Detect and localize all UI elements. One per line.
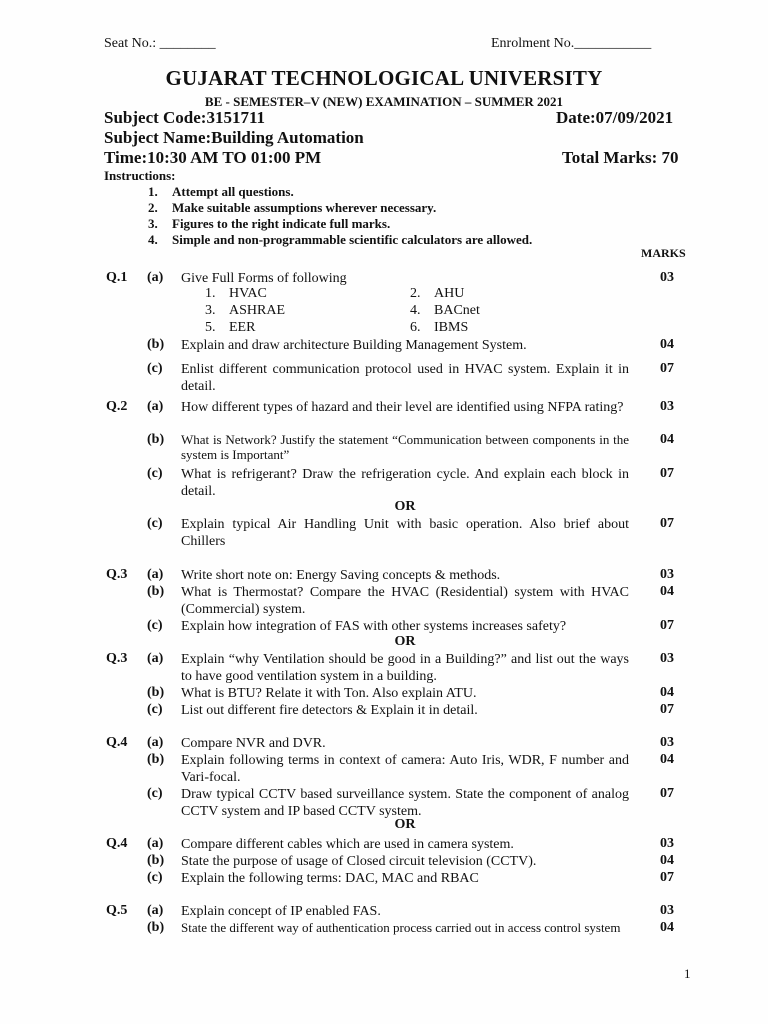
question-marks: 03 [660, 270, 674, 285]
page-number: 1 [684, 966, 691, 981]
or-separator: OR [394, 817, 416, 832]
question-text: Write short note on: Energy Saving concepts & methods. [181, 568, 501, 583]
question-marks: 04 [660, 337, 674, 352]
sub-label: (b) [147, 853, 165, 868]
question-number: Q.5 [106, 903, 128, 918]
question-text: Enlist different communication protocol used in HVAC system. Explain it in detail. [181, 362, 629, 394]
question-text: Draw typical CCTV based surveillance system. State the component of analog CCTV system and IP based CCTV system. [181, 787, 629, 819]
exam-date: Date:07/09/2021 [556, 108, 674, 127]
question-text: What is refrigerant? Draw the refrigeration cycle. And explain each block in detail. [181, 467, 629, 499]
sub-label: (a) [147, 270, 164, 285]
subject-code: Subject Code:3151711 [104, 108, 266, 127]
or-separator: OR [394, 499, 416, 514]
question-marks: 03 [660, 903, 674, 918]
instruction-item: 1. Attempt all questions. [148, 184, 294, 199]
question-marks: 03 [660, 836, 674, 851]
full-form-item: 5. EER [205, 320, 256, 335]
sub-label: (c) [147, 516, 163, 531]
question-text: State the different way of authentication process carried out in access control system [181, 920, 621, 935]
enrolment-no: Enrolment No.___________ [491, 36, 652, 51]
sub-label: (b) [147, 584, 165, 599]
question-text: Explain following terms in context of camera: Auto Iris, WDR, F number and Vari-focal. [181, 753, 629, 785]
sub-label: (c) [147, 618, 163, 633]
question-number: Q.1 [106, 270, 128, 285]
question-marks: 04 [660, 752, 674, 767]
question-marks: 04 [660, 853, 674, 868]
sub-label: (c) [147, 361, 163, 376]
sub-label: (a) [147, 735, 164, 750]
question-marks: 03 [660, 735, 674, 750]
university-title: GUJARAT TECHNOLOGICAL UNIVERSITY [165, 66, 603, 90]
instructions-label: Instructions: [104, 168, 176, 183]
question-text: Compare NVR and DVR. [181, 736, 326, 751]
sub-label: (a) [147, 567, 164, 582]
full-form-item: 3. ASHRAE [205, 303, 286, 318]
question-marks: 04 [660, 584, 674, 599]
instruction-item: 4. Simple and non-programmable scientific calculators are allowed. [148, 232, 533, 247]
question-marks: 07 [660, 702, 674, 717]
sub-label: (a) [147, 399, 164, 414]
exam-title: BE - SEMESTER–V (NEW) EXAMINATION – SUMMER 2021 [204, 94, 564, 109]
instruction-item: 3. Figures to the right indicate full marks. [148, 216, 391, 231]
question-number: Q.4 [106, 836, 128, 851]
full-form-item: 2. AHU [410, 286, 465, 301]
question-marks: 07 [660, 466, 674, 481]
question-text: Compare different cables which are used in camera system. [181, 837, 514, 852]
question-text: List out different fire detectors & Explain it in detail. [181, 703, 478, 718]
question-text: Explain typical Air Handling Unit with basic operation. Also brief about Chillers [181, 517, 629, 549]
sub-label: (a) [147, 903, 164, 918]
question-text: What is BTU? Relate it with Ton. Also explain ATU. [181, 686, 477, 701]
sub-label: (b) [147, 752, 165, 767]
sub-label: (c) [147, 786, 163, 801]
sub-label: (a) [147, 651, 164, 666]
sub-label: (b) [147, 920, 165, 935]
sub-label: (b) [147, 337, 165, 352]
question-text: What is Network? Justify the statement “Communication between components in the system is Important” [181, 432, 629, 462]
question-text: Give Full Forms of following [181, 271, 347, 286]
question-marks: 04 [660, 685, 674, 700]
sub-label: (a) [147, 836, 164, 851]
question-text: What is Thermostat? Compare the HVAC (Residential) system with HVAC (Commercial) system. [181, 585, 629, 617]
instruction-item: 2. Make suitable assumptions wherever necessary. [148, 200, 437, 215]
question-marks: 03 [660, 399, 674, 414]
sub-label: (b) [147, 685, 165, 700]
question-marks: 07 [660, 516, 674, 531]
question-text: Explain concept of IP enabled FAS. [181, 904, 381, 919]
sub-label: (b) [147, 432, 165, 447]
sub-label: (c) [147, 702, 163, 717]
sub-label: (c) [147, 466, 163, 481]
question-text: How different types of hazard and their level are identified using NFPA rating? [181, 400, 624, 415]
question-marks: 03 [660, 567, 674, 582]
question-marks: 07 [660, 361, 674, 376]
question-number: Q.2 [106, 399, 128, 414]
full-form-item: 1. HVAC [205, 286, 267, 301]
question-number: Q.3 [106, 567, 128, 582]
or-separator: OR [394, 634, 416, 649]
full-form-item: 6. IBMS [410, 320, 469, 335]
question-text: State the purpose of usage of Closed circuit television (CCTV). [181, 854, 537, 869]
question-marks: 03 [660, 651, 674, 666]
question-text: Explain the following terms: DAC, MAC and RBAC [181, 871, 479, 886]
subject-name: Subject Name:Building Automation [104, 128, 364, 147]
question-number: Q.4 [106, 735, 128, 750]
question-marks: 07 [660, 618, 674, 633]
exam-time: Time:10:30 AM TO 01:00 PM [104, 148, 322, 167]
question-number: Q.3 [106, 651, 128, 666]
question-text: Explain “why Ventilation should be good in a Building?” and list out the ways to have good ventilation system in a building. [181, 652, 629, 684]
sub-label: (c) [147, 870, 163, 885]
question-text: Explain and draw architecture Building Management System. [181, 338, 527, 353]
question-text: Explain how integration of FAS with other systems increases safety? [181, 619, 567, 634]
question-marks: 07 [660, 870, 674, 885]
seat-no: Seat No.: ________ [104, 36, 216, 51]
question-marks: 07 [660, 786, 674, 801]
question-marks: 04 [660, 920, 674, 935]
question-marks: 04 [660, 432, 674, 447]
marks-header: MARKS [641, 246, 686, 260]
full-form-item: 4. BACnet [410, 303, 480, 318]
total-marks: Total Marks: 70 [562, 148, 679, 167]
